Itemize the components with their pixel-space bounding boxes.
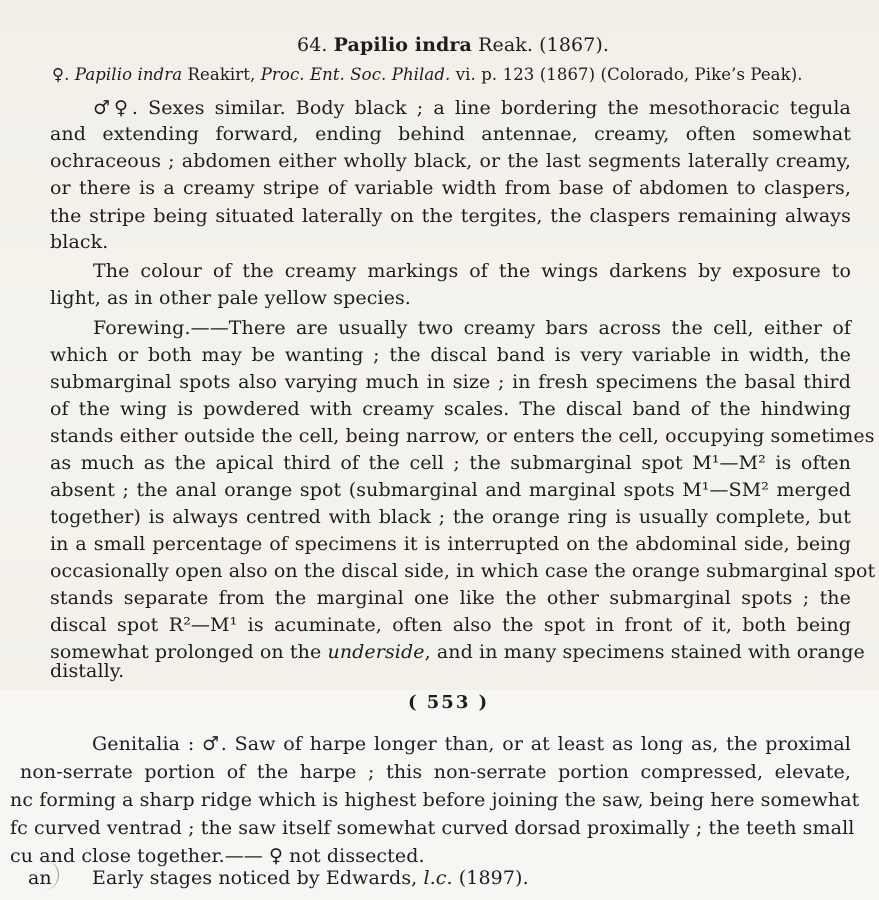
body-line: in a small percentage of specimens it is interrupted on the abdominal side, being [50,533,851,555]
body-text: Early stages noticed by Edwards, [92,867,424,889]
body-line: ♂♀. Sexes similar. Body black ; a line bordering the mesothoracic tegula [93,97,851,119]
genitalia-line: nc forming a sharp ridge which is highest before joining the saw, being here somewhat [10,789,860,811]
body-line: submarginal spots also varying much in size ; in fresh specimens the basal third [50,371,851,393]
body-line: stands separate from the marginal one like the other submarginal spots ; the [50,587,851,609]
body-line-underside [50,639,865,665]
genitalia-line: non-serrate portion of the harpe ; this non-serrate portion compressed, elevate, [20,761,851,783]
body-line: absent ; the anal orange spot (submarginal and marginal spots M¹—SM² merged [50,479,851,501]
citation-taxon: Papilio indra [74,65,183,84]
body-italic: l.c. [423,867,453,889]
body-line: black. [50,231,109,253]
citation-rest: vi. p. 123 (1867) (Colorado, Pike’s Peak). [455,65,803,84]
body-text: (1897). [452,867,529,889]
citation-author: Reakirt, [187,65,256,84]
body-italic: underside [327,641,425,663]
body-line: ochraceous ; abdomen either wholly black, or the last segments laterally creamy, [50,150,851,172]
body-line: The colour of the creamy markings of the wings darkens by exposure to [93,260,851,282]
early-stages-line [28,865,52,891]
species-author: Reak. [478,34,534,56]
genitalia-line: cu and close together.—— ♀ not dissected. [10,845,425,867]
body-line: and extending forward, ending behind antennae, creamy, often somewhat [50,123,851,145]
body-line: of the wing is powdered with creamy scales. The discal band of the hindwing [50,398,851,420]
citation-journal: Proc. Ent. Soc. Philad. [260,65,451,84]
body-line: discal spot R²—M¹ is acuminate, often also the spot in front of it, both being [50,614,851,636]
genitalia-line: fc curved ventrad ; the saw itself somewhat curved dorsad proximally ; the teeth small [10,817,855,839]
body-text: , and in many specimens stained with orange [424,641,865,663]
species-name: Papilio indra [333,34,472,56]
body-line: which or both may be wanting ; the discal band is very variable in width, the [50,344,851,366]
body-line: stands either outside the cell, being narrow, or enters the cell, occupying sometimes [50,425,875,447]
body-line: occasionally open also on the discal side, in which case the orange submarginal spot [50,560,876,582]
body-line: Forewing.——There are usually two creamy bars across the cell, either of [93,317,851,339]
body-line: light, as in other pale yellow species. [50,287,411,309]
species-year: (1867). [539,34,610,56]
margin-fragment: an [28,867,52,889]
page-number: ( 553 ) [408,692,490,713]
body-line: or there is a creamy stripe of variable width from base of abdomen to claspers, [50,177,851,199]
species-number: 64. [297,34,328,56]
body-line: the stripe being situated laterally on the tergites, the claspers remaining always [50,205,851,227]
female-symbol: ♀. [52,65,70,84]
genitalia-line: Genitalia : ♂. Saw of harpe longer than, or at least as long as, the proximal [92,733,851,755]
early-stages-text [92,865,529,891]
body-line: together) is always centred with black ; the orange ring is usually complete, but [50,506,851,528]
species-heading [297,32,609,58]
citation-line [52,62,803,88]
body-line: as much as the apical third of the cell ; the submarginal spot M¹—M² is often [50,452,851,474]
body-line: distally. [50,660,125,682]
body-text: somewhat prolonged on the [50,641,328,663]
